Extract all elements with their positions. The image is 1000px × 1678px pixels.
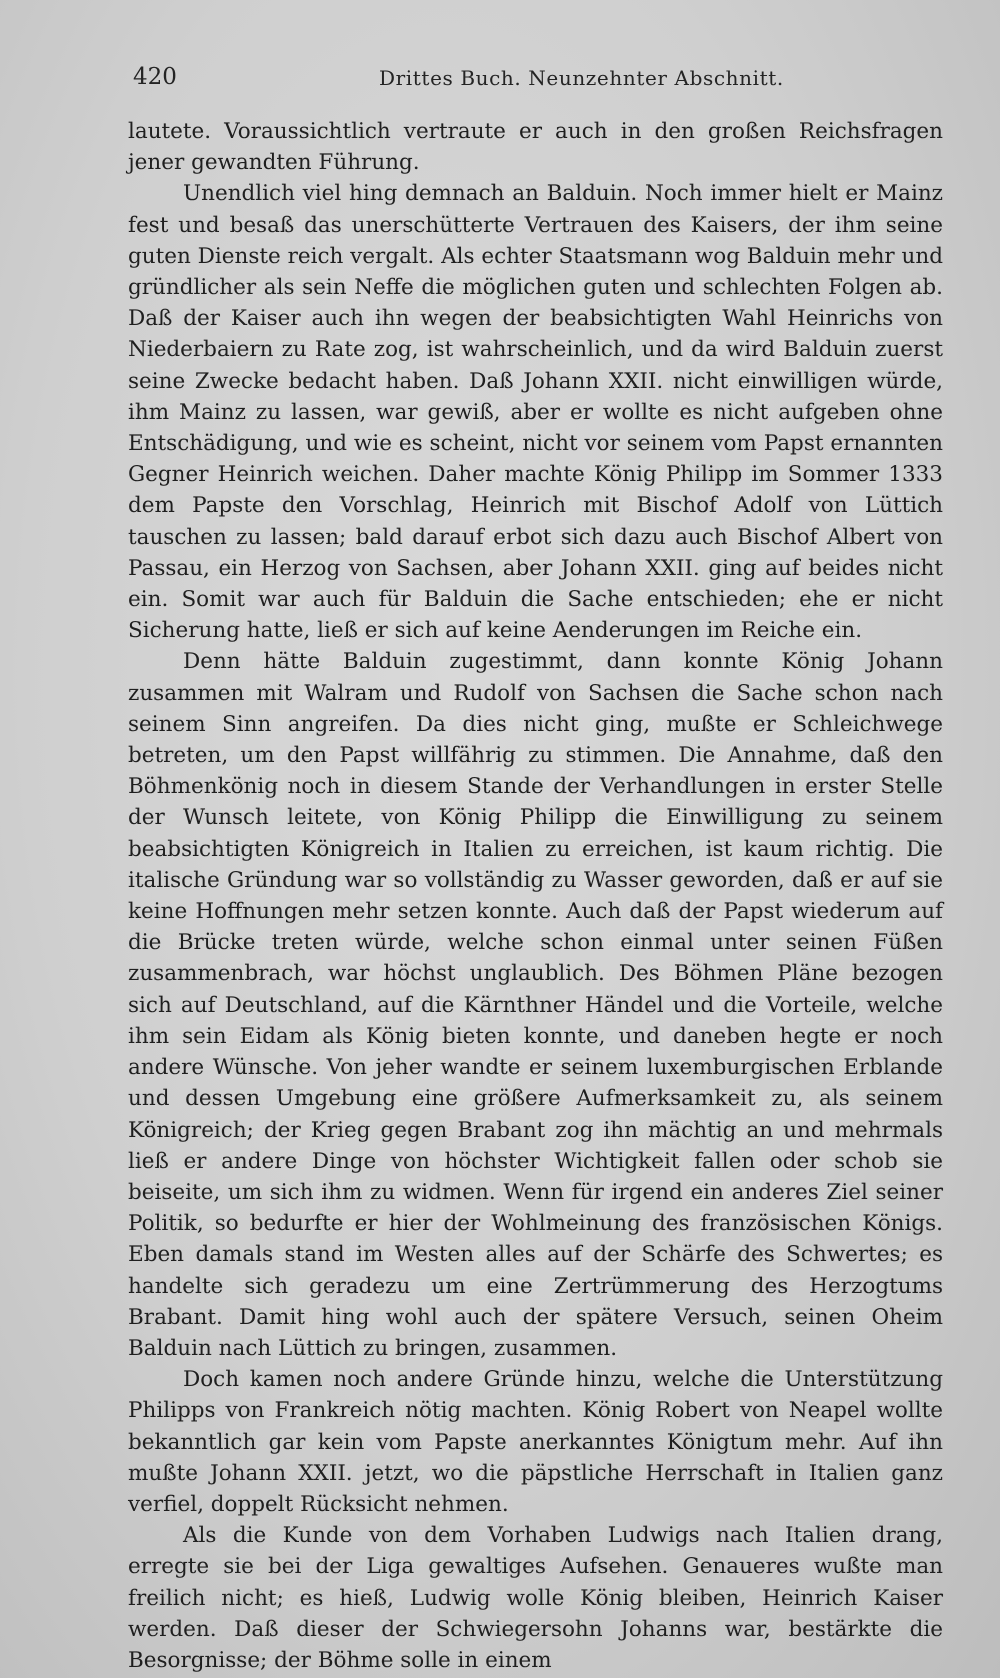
body-text bbox=[128, 116, 943, 1676]
paragraph: Doch kamen noch andere Gründe hinzu, welche die Unterstützung Philipps von Frankreich nötig machten. König Robert von Neapel wollte bekanntlich gar kein vom Papste anerkanntes Königtum mehr. Auf ihn mußte Johann XXII. jetzt, wo die päpstliche Herrschaft in Italien ganz verfiel, doppelt Rücksicht nehmen. bbox=[128, 1367, 943, 1517]
paragraph: Unendlich viel hing demnach an Balduin. Noch immer hielt er Mainz fest und besaß das unerschütterte Vertrauen des Kaisers, der ihm seine guten Dienste reich vergalt. Als echter Staatsmann wog Balduin mehr und gründlicher als sein Neffe die möglichen guten und schlechten Folgen ab. Daß der Kaiser auch ihn wegen der beabsichtigten Wahl Heinrichs von Niederbaiern zu Rate zog, ist wahrscheinlich, und da wird Balduin zuerst seine Zwecke bedacht haben. Daß Johann XXII. nicht einwilligen würde, ihm Mainz zu lassen, war gewiß, aber er wollte es nicht aufgeben ohne Entschädigung, und wie es scheint, nicht vor seinem vom Papst ernannten Gegner Heinrich weichen. Daher machte König Philipp im Sommer 1333 dem Papste den Vorschlag, Heinrich mit Bischof Adolf von Lüttich tauschen zu lassen; bald darauf erbot sich dazu auch Bischof Albert von Passau, ein Herzog von Sachsen, aber Johann XXII. ging auf beides nicht ein. Somit war auch für Balduin die Sache entschieden; ehe er nicht Sicherung hatte, ließ er sich auf keine Aenderungen im Reiche ein. bbox=[128, 181, 943, 644]
page-header bbox=[133, 64, 938, 98]
paragraph: Als die Kunde von dem Vorhaben Ludwigs nach Italien drang, erregte sie bei der Liga gewaltiges Aufsehen. Genaueres wußte man freilich nicht; es hieß, Ludwig wolle König bleiben, Heinrich Kaiser werden. Daß dieser der Schwiegersohn Johanns war, bestärkte die Besorgnisse; der Böhme solle in einem bbox=[128, 1523, 943, 1673]
page-number: 420 bbox=[133, 64, 177, 90]
running-head: Drittes Buch. Neunzehnter Abschnitt. bbox=[379, 66, 784, 90]
paragraph: Denn hätte Balduin zugestimmt, dann konnte König Johann zusammen mit Walram und Rudolf von Sachsen die Sache schon nach seinem Sinn angreifen. Da dies nicht ging, mußte er Schleichwege betreten, um den Papst willfährig zu stimmen. Die Annahme, daß den Böhmenkönig noch in diesem Stande der Verhandlungen in erster Stelle der Wunsch leitete, von König Philipp die Einwilligung zu seinem beabsichtigten Königreich in Italien zu erreichen, ist kaum richtig. Die italische Gründung war so vollständig zu Wasser geworden, daß er auf sie keine Hoffnungen mehr setzen konnte. Auch daß der Papst wiederum auf die Brücke treten würde, welche schon einmal unter seinen Füßen zusammenbrach, war höchst unglaublich. Des Böhmen Pläne bezogen sich auf Deutschland, auf die Kärnthner Händel und die Vorteile, welche ihm sein Eidam als König bieten konnte, und daneben hegte er noch andere Wünsche. Von jeher wandte er seinem luxemburgischen Erblande und dessen Umgebung eine größere Aufmerksamkeit zu, als seinem Königreich; der Krieg gegen Brabant zog ihn mächtig an und mehrmals ließ er andere Dinge von höchster Wichtigkeit fallen oder schob sie beiseite, um sich ihm zu widmen. Wenn für irgend ein anderes Ziel seiner Politik, so bedurfte er hier der Wohlmeinung des französischen Königs. Eben damals stand im Westen alles auf der Schärfe des Schwertes; es handelte sich geradezu um eine Zertrümmerung des Herzogtums Brabant. Damit hing wohl auch der spätere Versuch, seinen Oheim Balduin nach Lüttich zu bringen, zusammen. bbox=[128, 649, 943, 1361]
paragraph-continuation: lautete. Voraussichtlich vertraute er auch in den großen Reichsfragen jener gewandten Führung. bbox=[128, 119, 943, 176]
